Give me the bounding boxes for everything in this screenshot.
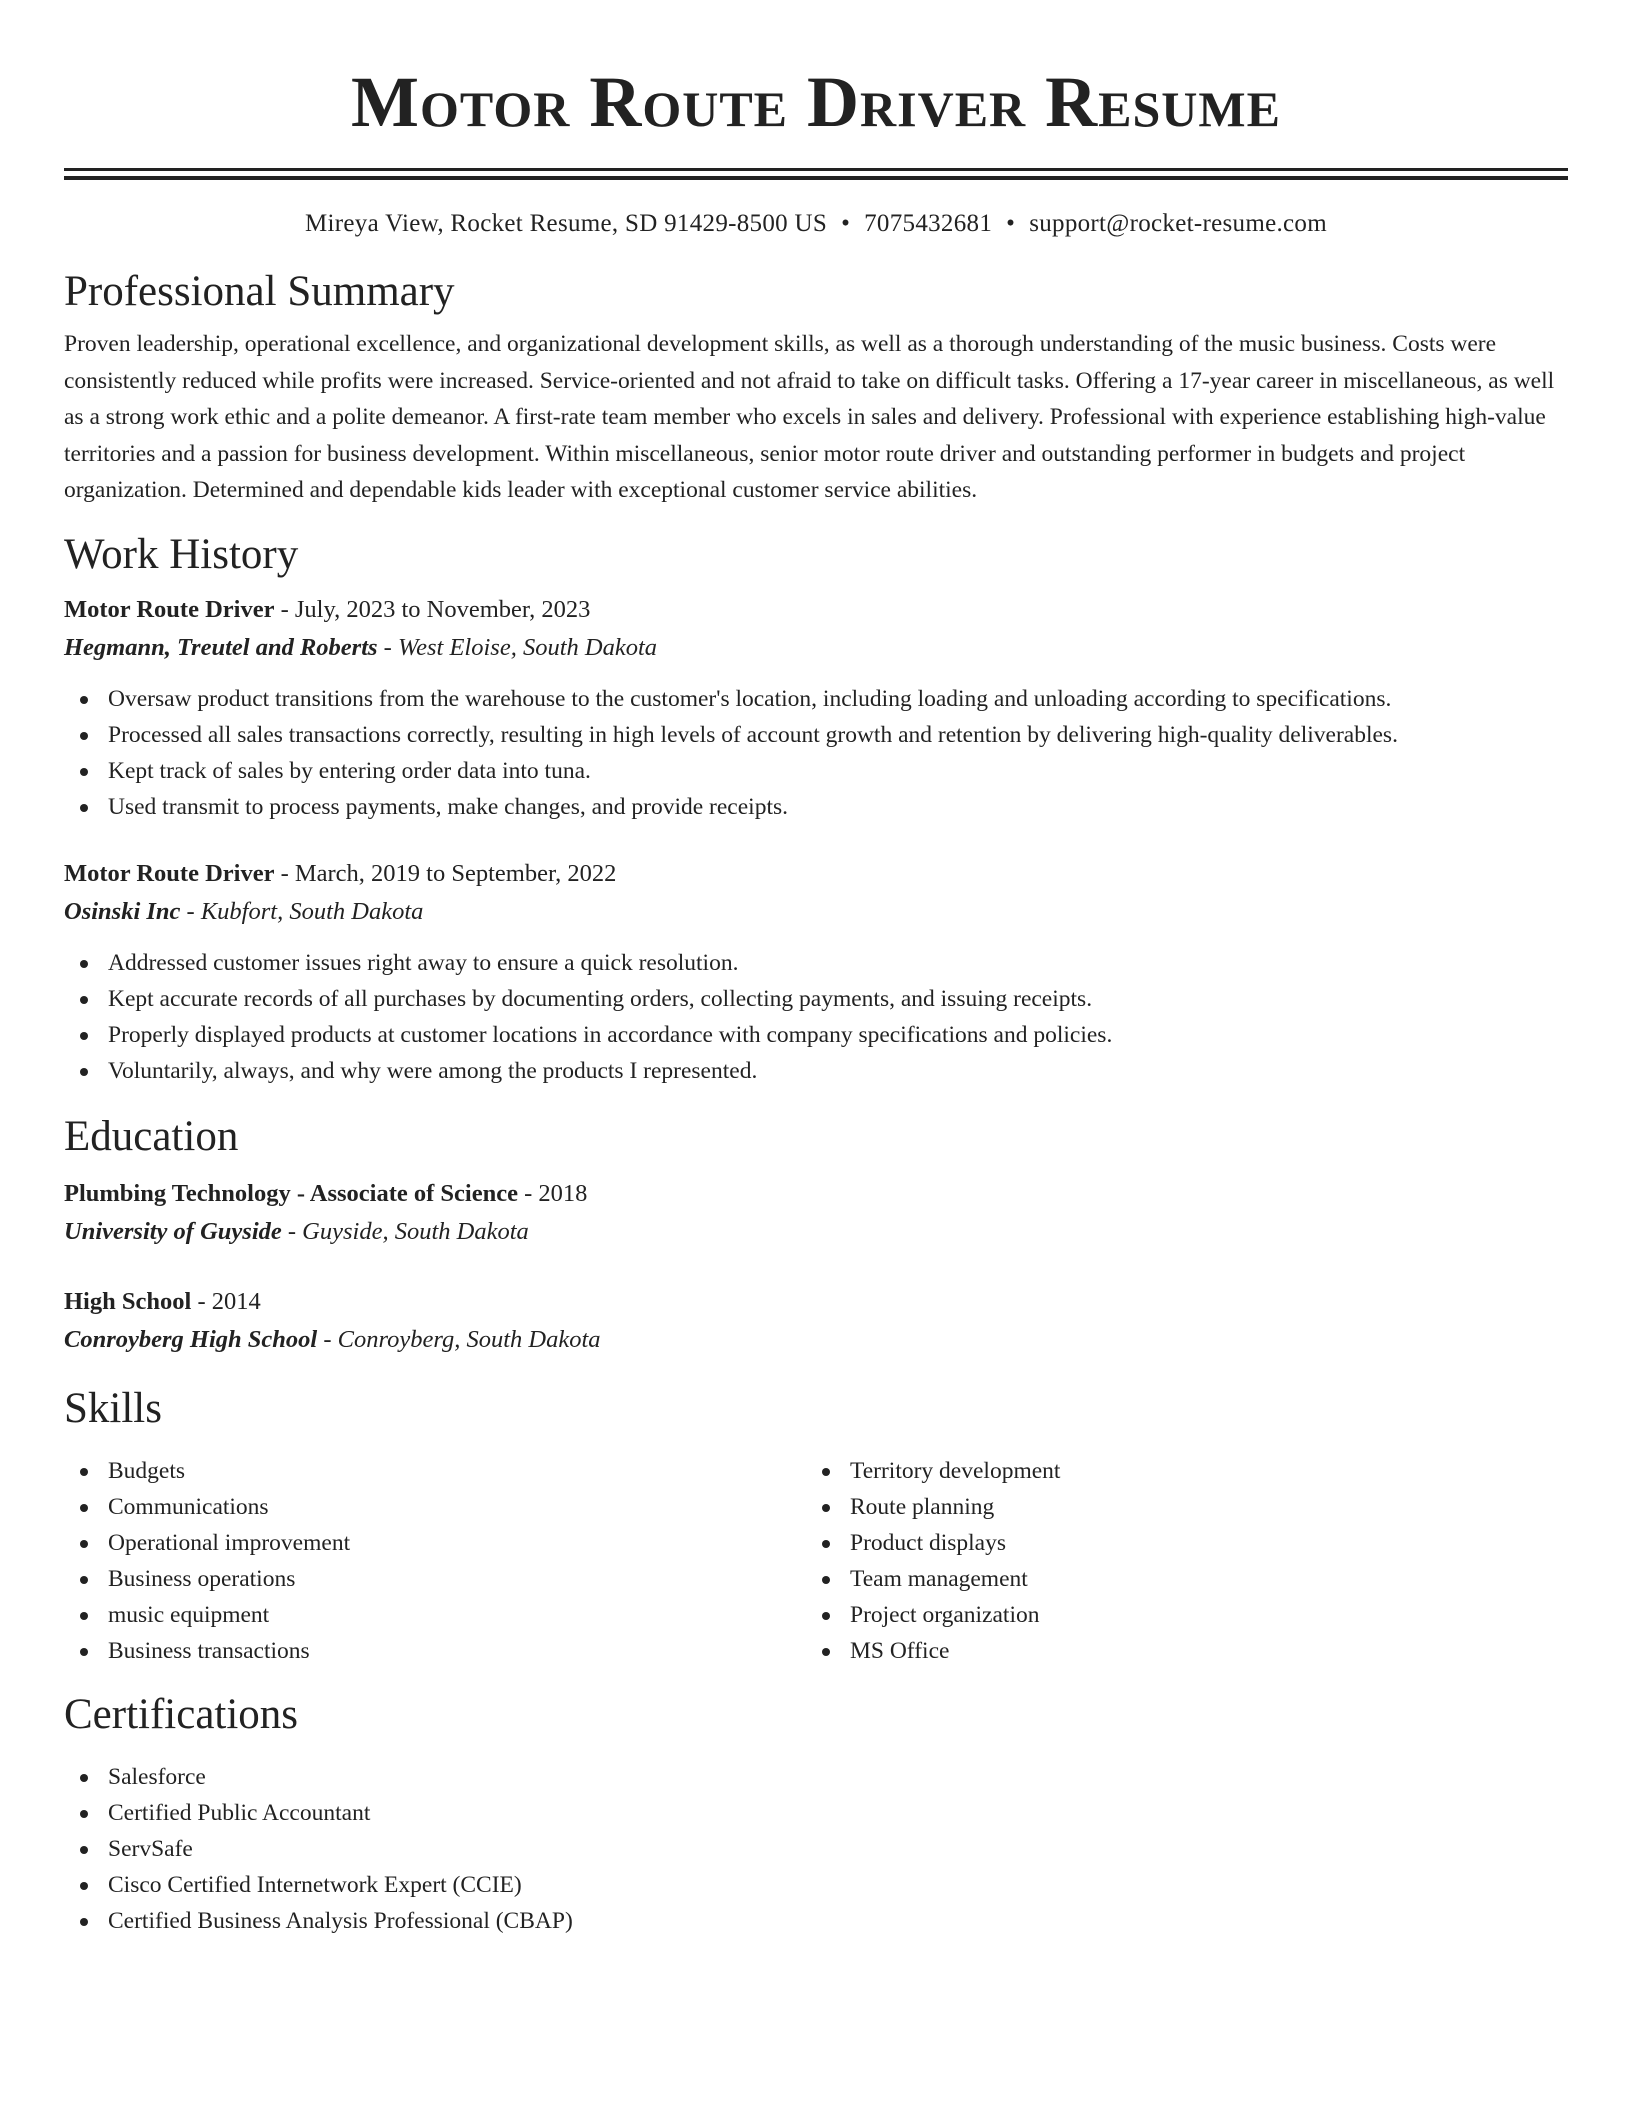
page-title: Motor Route Driver Resume (351, 62, 1281, 142)
summary-text: Proven leadership, operational excellence, and organizational development skills, as well as a thorough understanding of the music business. Costs were consistently reduced while profits were increased. Service-oriented and not afraid to take on difficult tasks. Offering a 17-year career in miscellaneous, as well as a strong work ethic and a polite demeanor. A first-rate team member who excels in sales and delivery. Professional with experience establishing high-value territories and a passion for business development. Within miscellaneous, senior motor route driver and outstanding performer in budgets and project organization. Determined and dependable kids leader with exceptional customer service abilities. (64, 331, 1555, 503)
list-item: Budgets (64, 1453, 806, 1489)
education-school-line (64, 1321, 1568, 1359)
section-heading-education: Education (64, 1112, 239, 1160)
job-title-line (64, 855, 1568, 893)
list-item: Used transmit to process payments, make changes, and provide receipts. (64, 789, 1568, 825)
list-item: Processed all sales transactions correctly, resulting in high levels of account growth and retention by delivering high-quality deliverables. (64, 717, 1568, 753)
list-item: Properly displayed products at customer locations in accordance with company specifications and policies. (64, 1017, 1568, 1053)
list-item: Operational improvement (64, 1525, 806, 1561)
education-degree: High School (64, 1287, 192, 1315)
title-divider-thin (64, 176, 1568, 180)
education-degree-line (64, 1175, 1568, 1213)
contact-line (64, 208, 1568, 240)
job-title-line (64, 591, 1568, 629)
list-item: Business operations (64, 1561, 806, 1597)
job-title: Motor Route Driver (64, 859, 275, 887)
education-degree-line (64, 1283, 1568, 1321)
education-entry (64, 1175, 1568, 1251)
section-heading-work-history: Work History (64, 530, 299, 578)
skills-grid (64, 1453, 1568, 1669)
job-company-line (64, 629, 1568, 667)
contact-email: support@rocket-resume.com (1029, 210, 1327, 237)
list-item: Project organization (806, 1597, 1548, 1633)
contact-address: Mireya View, Rocket Resume, SD 91429-8500 US (305, 210, 828, 237)
education-entry (64, 1283, 1568, 1359)
contact-phone: 7075432681 (864, 210, 993, 237)
education-school-line (64, 1213, 1568, 1251)
education-school: University of Guyside (64, 1217, 282, 1245)
education-location: - Guyside, South Dakota (281, 1217, 529, 1245)
job-company-line (64, 893, 1568, 931)
education-school: Conroyberg High School (64, 1325, 318, 1353)
job-location: - West Eloise, South Dakota (377, 633, 657, 661)
job-title: Motor Route Driver (64, 595, 275, 623)
list-item: Communications (64, 1489, 806, 1525)
list-item: Team management (806, 1561, 1548, 1597)
list-item: Route planning (806, 1489, 1548, 1525)
title-divider-thick (64, 168, 1568, 171)
list-item: Business transactions (64, 1633, 806, 1669)
job-bullets (64, 945, 1568, 1089)
skills-column-right (806, 1453, 1548, 1669)
job-dates: - July, 2023 to November, 2023 (274, 595, 591, 623)
job-location: - Kubfort, South Dakota (180, 897, 424, 925)
list-item: Certified Public Accountant (64, 1795, 1568, 1831)
skills-column-left (64, 1453, 806, 1669)
list-item: Certified Business Analysis Professional (CBAP) (64, 1903, 1568, 1939)
list-item: Addressed customer issues right away to ensure a quick resolution. (64, 945, 1568, 981)
job-company: Osinski Inc (64, 897, 181, 925)
job-entry (64, 855, 1568, 1089)
section-heading-certifications: Certifications (64, 1690, 299, 1738)
education-degree: Plumbing Technology - Associate of Science (64, 1179, 518, 1207)
list-item: Product displays (806, 1525, 1548, 1561)
list-item: Oversaw product transitions from the warehouse to the customer's location, including loading and unloading according to specifications. (64, 681, 1568, 717)
certifications-list (64, 1759, 1568, 1939)
list-item: ServSafe (64, 1831, 1568, 1867)
education-location: - Conroyberg, South Dakota (317, 1325, 601, 1353)
list-item: MS Office (806, 1633, 1548, 1669)
education-year: - 2014 (191, 1287, 261, 1315)
job-dates: - March, 2019 to September, 2022 (274, 859, 617, 887)
list-item: Kept accurate records of all purchases by documenting orders, collecting payments, and issuing receipts. (64, 981, 1568, 1017)
list-item: music equipment (64, 1597, 806, 1633)
education-year: - 2018 (517, 1179, 588, 1207)
list-item: Salesforce (64, 1759, 1568, 1795)
job-bullets (64, 681, 1568, 825)
job-entry (64, 591, 1568, 825)
resume-page (64, 0, 1568, 1939)
list-item: Territory development (806, 1453, 1548, 1489)
list-item: Voluntarily, always, and why were among the products I represented. (64, 1053, 1568, 1089)
section-heading-summary: Professional Summary (64, 268, 455, 315)
job-company: Hegmann, Treutel and Roberts (64, 633, 378, 661)
contact-separator: • (1006, 210, 1016, 237)
section-heading-skills: Skills (64, 1384, 162, 1432)
contact-separator: • (841, 210, 851, 237)
list-item: Kept track of sales by entering order data into tuna. (64, 753, 1568, 789)
list-item: Cisco Certified Internetwork Expert (CCIE) (64, 1867, 1568, 1903)
